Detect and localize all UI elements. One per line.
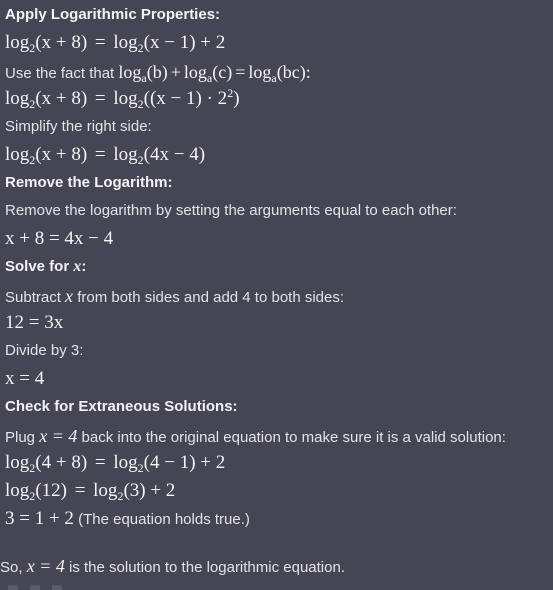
heading-solve-for-x: Solve for x: [5, 258, 87, 275]
heading-remove-logarithm: Remove the Logarithm: [5, 174, 173, 191]
log-property-formula: $\log_a(b) + \log_a(c) = \log_a(bc)$: [118, 62, 311, 85]
log-argument: (x − 1) + 2 [143, 32, 226, 53]
heading-apply-log-properties: Apply Logarithmic Properties: [5, 6, 221, 23]
equals-sign: = [94, 32, 106, 53]
copy-icon[interactable] [8, 585, 18, 590]
thumbs-up-icon[interactable] [30, 585, 40, 590]
equation-arguments-equal: x + 8 = 4x − 4 [5, 228, 114, 249]
equation-holds-true [5, 509, 250, 528]
final-value: x = 4 [26, 556, 65, 576]
equation-3-eq-1-plus-2: 3 = 1 + 2 [5, 508, 74, 529]
plug-sentence: Plug x = 4 back into the original equation to make sure it is a valid solution: [5, 426, 506, 446]
exponent: 2 [227, 86, 234, 100]
equation-check-evaluated: $\log_2(12) = \log_2(3) + 2$ [5, 480, 176, 503]
conclusion-sentence: So, x = 4 is the solution to the logarithmic equation. [0, 556, 345, 576]
variable-x: x [65, 286, 74, 306]
log-term: log [113, 32, 138, 53]
log-property-sentence [5, 62, 311, 85]
plug-value: x = 4 [39, 426, 78, 446]
remove-log-sentence: Remove the logarithm by setting the arguments equal to each other: [5, 202, 457, 219]
equation-original [5, 32, 226, 55]
log-term: log [5, 32, 30, 53]
log-base: 2 [29, 41, 36, 55]
equation-x-eq-4: x = 4 [5, 368, 45, 389]
equation-simplified: $\log_2(x + 8) = \log_2(4x - 4)$ [5, 144, 206, 167]
holds-true-note: (The equation holds true.) [73, 511, 250, 528]
heading-check-extraneous: Check for Extraneous Solutions: [5, 398, 238, 415]
equation-12-eq-3x: 12 = 3x [5, 312, 64, 333]
subtract-sentence: Subtract x from both sides and add 4 to both sides: [5, 286, 345, 306]
variable-x: x [73, 258, 82, 275]
log-argument: (x + 8) [35, 32, 88, 53]
log-base: 2 [137, 41, 144, 55]
prose-text: Use the fact that [5, 65, 119, 82]
equation-check-substituted: $\log_2(4 + 8) = \log_2(4 - 1) + 2$ [5, 452, 226, 475]
equation-combined: $\log_2(x + 8) = \log_2((x - 1) \cdot 2^2)$ [5, 86, 240, 111]
divide-sentence: Divide by 3: [5, 342, 84, 359]
simplify-sentence: Simplify the right side: [5, 118, 152, 135]
thumbs-down-icon[interactable] [52, 585, 62, 590]
